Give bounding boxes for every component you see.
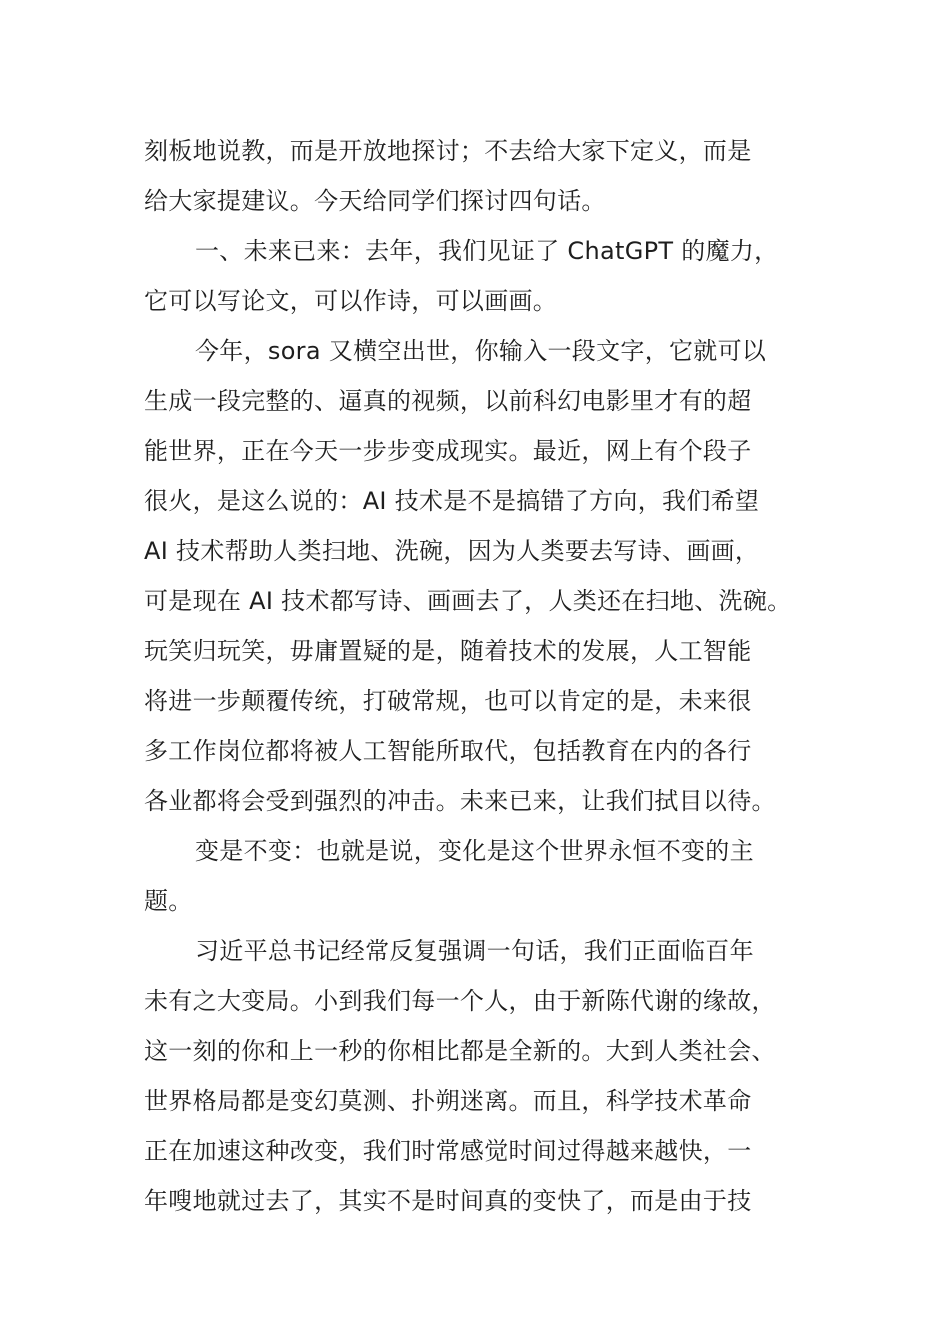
text-line: 很火，是这么说的：AI 技术是不是搞错了方向，我们希望: [144, 487, 760, 515]
text-line: 今年，sora 又横空出世，你输入一段文字，它就可以: [195, 337, 767, 365]
text-line: 它可以写论文，可以作诗，可以画画。: [144, 287, 558, 315]
text-line: AI 技术帮助人类扫地、洗碗，因为人类要去写诗、画画，: [144, 537, 760, 565]
text-line: 多工作岗位都将被人工智能所取代，包括教育在内的各行: [144, 737, 752, 765]
document-body: [144, 126, 844, 1226]
text-line: 玩笑归玩笑，毋庸置疑的是，随着技术的发展，人工智能: [144, 637, 752, 665]
text-line: 各业都将会受到强烈的冲击。未来已来，让我们拭目以待。: [144, 787, 776, 815]
text-line: 年嗖地就过去了，其实不是时间真的变快了，而是由于技: [144, 1187, 752, 1215]
text-line: 一、未来已来：去年，我们见证了 ChatGPT 的魔力，: [195, 237, 779, 265]
text-line: 变是不变：也就是说，变化是这个世界永恒不变的主: [195, 837, 754, 865]
text-line: 给大家提建议。今天给同学们探讨四句话。: [144, 187, 606, 215]
text-line: 题。: [144, 887, 193, 915]
text-line: 能世界，正在今天一步步变成现实。最近，网上有个段子: [144, 437, 752, 465]
text-line: 习近平总书记经常反复强调一句话，我们正面临百年: [195, 937, 754, 965]
text-line: 刻板地说教，而是开放地探讨；不去给大家下定义，而是: [144, 137, 752, 165]
text-line: 未有之大变局。小到我们每一个人，由于新陈代谢的缘故，: [144, 987, 776, 1015]
text-line: 这一刻的你和上一秒的你相比都是全新的。大到人类社会、: [144, 1037, 776, 1065]
text-line: 正在加速这种改变，我们时常感觉时间过得越来越快，一: [144, 1137, 752, 1165]
text-line: 可是现在 AI 技术都写诗、画画去了，人类还在扫地、洗碗。: [144, 587, 792, 615]
text-line: 世界格局都是变幻莫测、扑朔迷离。而且，科学技术革命: [144, 1087, 752, 1115]
text-line: 生成一段完整的、逼真的视频，以前科幻电影里才有的超: [144, 387, 752, 415]
text-line: 将进一步颠覆传统，打破常规，也可以肯定的是，未来很: [144, 687, 752, 715]
